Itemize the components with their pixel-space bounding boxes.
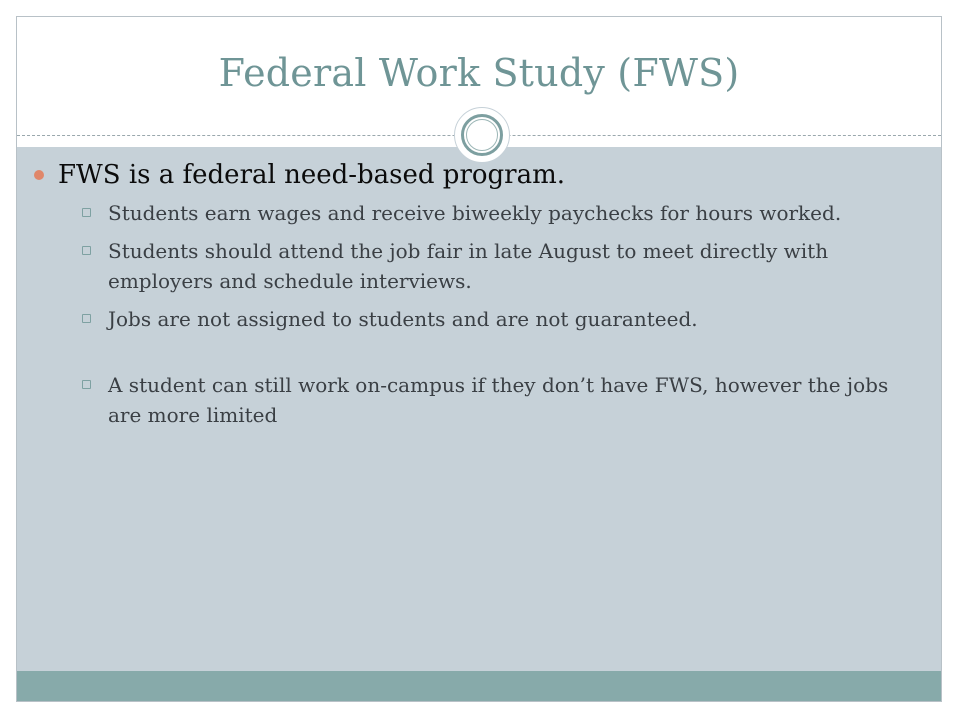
square-bullet-icon — [82, 246, 91, 255]
footer-bar — [17, 671, 941, 702]
dot-icon — [34, 170, 44, 180]
sub-bullet-list — [58, 198, 894, 430]
sub-bullet-3-text: Jobs are not assigned to students and are not guaranteed. — [108, 307, 698, 331]
sub-bullet-1 — [58, 198, 894, 228]
sub-bullet-1-text: Students earn wages and receive biweekly paychecks for hours worked. — [108, 201, 842, 225]
sub-bullet-4-text: A student can still work on-campus if they don’t have FWS, however the jobs are more limited — [108, 373, 889, 427]
main-bullet — [34, 158, 894, 430]
sub-bullet-2 — [58, 236, 894, 296]
square-bullet-icon — [82, 314, 91, 323]
ring-icon — [454, 107, 510, 163]
main-bullet-text: FWS is a federal need-based program. — [58, 160, 566, 190]
sub-bullet-3 — [58, 304, 894, 334]
sub-bullet-4 — [58, 370, 894, 430]
sub-bullet-2-text: Students should attend the job fair in late August to meet directly with employers and schedule interviews. — [108, 239, 829, 293]
square-bullet-icon — [82, 208, 91, 217]
square-bullet-icon — [82, 380, 91, 389]
slide-title: Federal Work Study (FWS) — [218, 51, 740, 95]
bullet-list — [34, 158, 894, 438]
